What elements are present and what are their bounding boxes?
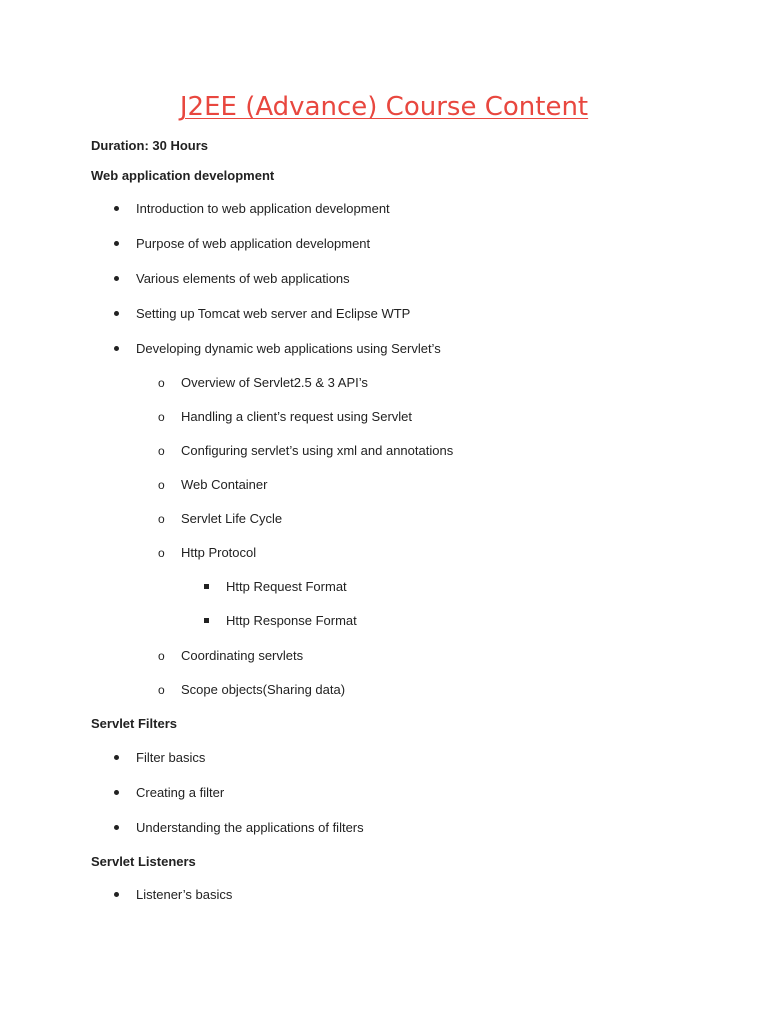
circle-bullet-icon: o (158, 649, 165, 663)
list-item: Http Protocol (181, 545, 257, 560)
list-item: Listener’s basics (136, 887, 233, 902)
square-bullet-icon (204, 618, 209, 623)
list-item: Http Request Format (226, 579, 347, 594)
list-item: Scope objects(Sharing data) (181, 682, 346, 697)
bullet-icon (114, 346, 119, 351)
list-item: Web Container (181, 477, 268, 492)
list-item: Handling a client’s request using Servlet (181, 409, 413, 424)
bullet-icon (114, 311, 119, 316)
list-item: Setting up Tomcat web server and Eclipse WTP (136, 306, 411, 321)
list-item: Various elements of web applications (136, 271, 350, 286)
circle-bullet-icon: o (158, 512, 165, 526)
circle-bullet-icon: o (158, 444, 165, 458)
section-heading-servlet-listeners: Servlet Listeners (91, 854, 196, 869)
bullet-icon (114, 241, 119, 246)
bullet-icon (114, 892, 119, 897)
bullet-icon (114, 825, 119, 830)
section-heading-web-app: Web application development (91, 168, 275, 183)
list-item: Creating a filter (136, 785, 225, 800)
list-item: Filter basics (136, 750, 206, 765)
document-title: J2EE (Advance) Course Content (179, 92, 589, 122)
bullet-icon (114, 755, 119, 760)
list-item: Overview of Servlet2.5 & 3 API’s (181, 375, 368, 390)
list-item: Http Response Format (226, 613, 357, 628)
list-item: Servlet Life Cycle (181, 511, 283, 526)
duration-label: Duration: 30 Hours (91, 138, 209, 153)
circle-bullet-icon: o (158, 478, 165, 492)
section-heading-servlet-filters: Servlet Filters (91, 716, 177, 731)
list-item: Configuring servlet’s using xml and annotations (181, 443, 454, 458)
list-item: Developing dynamic web applications using Servlet’s (136, 341, 441, 356)
circle-bullet-icon: o (158, 410, 165, 424)
list-item: Purpose of web application development (136, 236, 371, 251)
list-item: Introduction to web application development (136, 201, 390, 216)
circle-bullet-icon: o (158, 683, 165, 697)
list-item: Understanding the applications of filters (136, 820, 364, 835)
circle-bullet-icon: o (158, 546, 165, 560)
bullet-icon (114, 276, 119, 281)
circle-bullet-icon: o (158, 376, 165, 390)
list-item: Coordinating servlets (181, 648, 304, 663)
bullet-icon (114, 206, 119, 211)
square-bullet-icon (204, 584, 209, 589)
bullet-icon (114, 790, 119, 795)
